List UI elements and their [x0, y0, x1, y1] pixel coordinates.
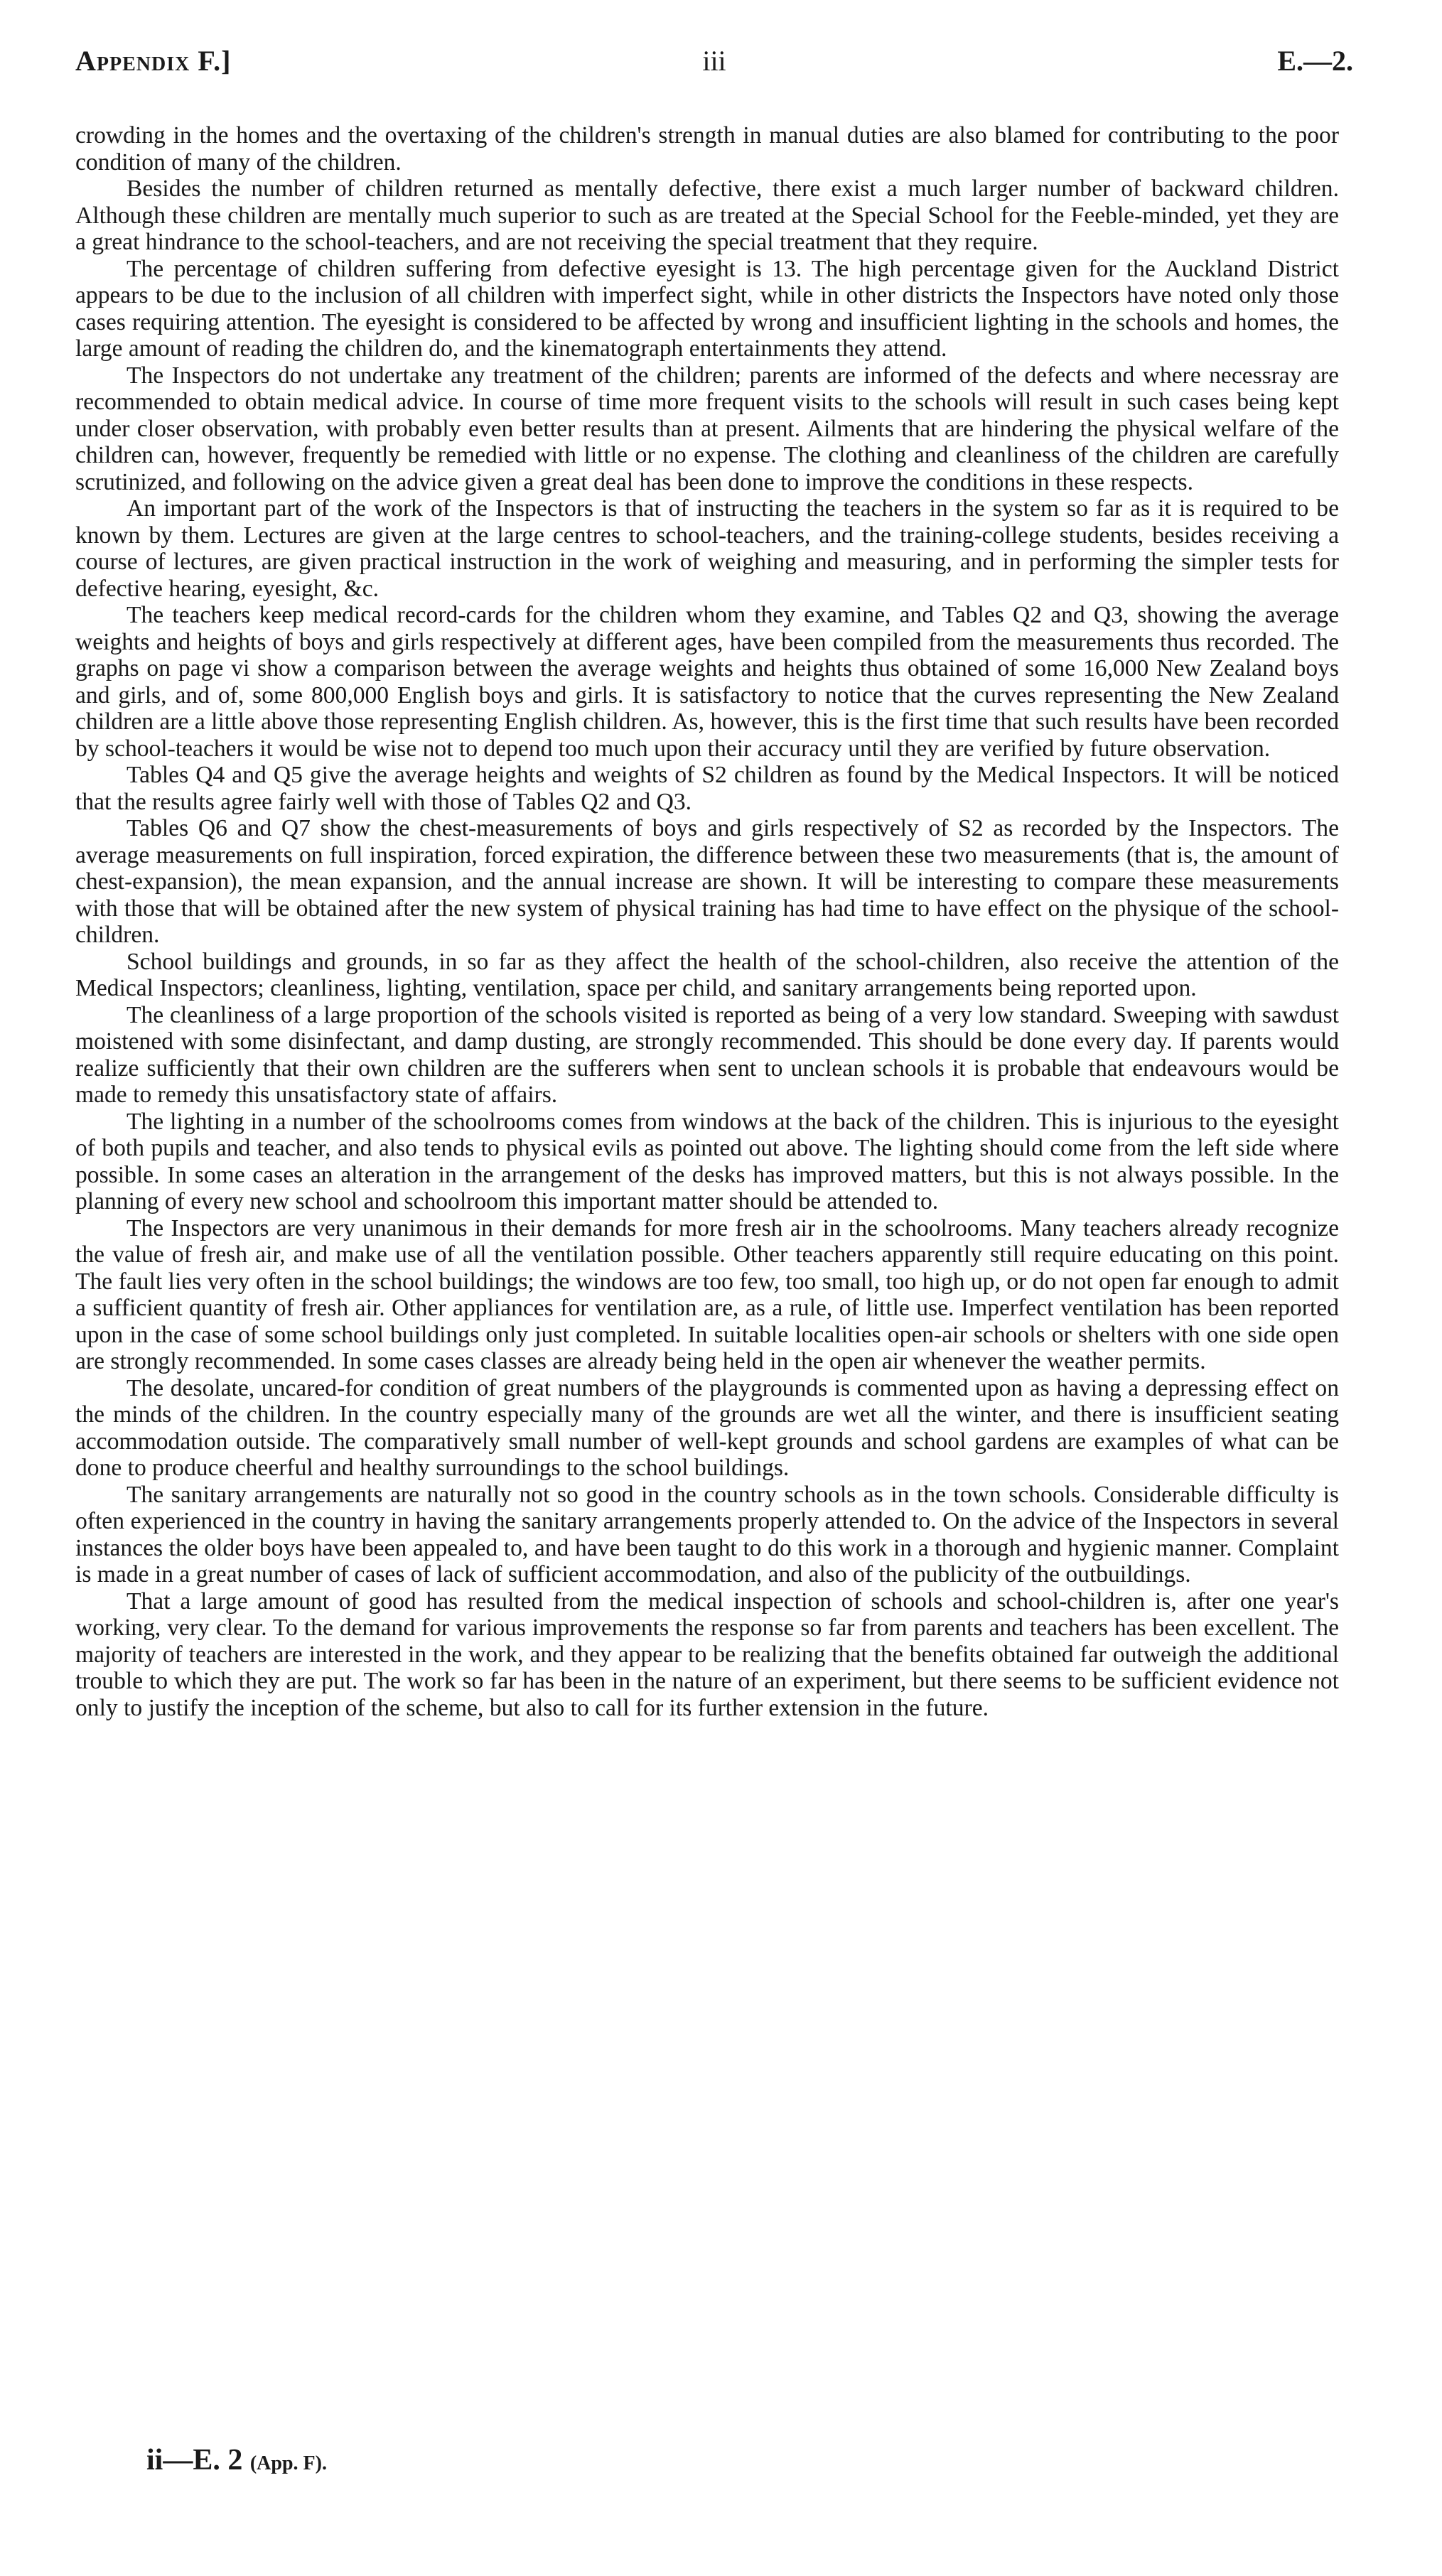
footer-signature: ii—E. 2	[146, 2444, 243, 2477]
paragraph: School buildings and grounds, in so far as they affect the health of the school-children, also receive the attention of the Medical Inspectors; cleanliness, lighting, ventilation, space per child, and sanitary arrangements being reported upon.	[75, 948, 1339, 1001]
page-footer	[146, 2443, 327, 2477]
paragraph: The Inspectors do not undertake any treatment of the children; parents are informed of the defects and where necessray are recommended to obtain medical advice. In course of time more frequent visits to the schools will result in such cases being kept under closer observation, with probably even better results than at present. Ailments that are hindering the physical welfare of the children can, however, frequently be remedied with little or no expense. The clothing and cleanliness of the children are carefully scrutinized, and following on the advice given a great deal has been done to improve the conditions in these respects.	[75, 362, 1339, 495]
paragraph: The Inspectors are very unanimous in their demands for more fresh air in the schoolrooms. Many teachers already recognize the value of fresh air, and make use of all the ventilation possible. Other teachers apparently still require educating on this point. The fault lies very often in the school buildings; the windows are too few, too small, too high up, or do not open far enough to admit a sufficient quantity of fresh air. Other appliances for ventilation are, as a rule, of little use. Imperfect ventilation has been reported upon in the case of some school buildings only just completed. In suitable localities open-air schools or shelters with one side open are strongly recommended. In some cases classes are already being held in the open air whenever the weather permits.	[75, 1214, 1339, 1374]
appendix-label: Appendix F.]	[75, 45, 232, 77]
paragraph: crowding in the homes and the overtaxing of the children's strength in manual duties are also blamed for contributing to the poor condition of many of the children.	[75, 122, 1339, 176]
document-code: E.—2.	[1277, 45, 1353, 77]
paragraph: The cleanliness of a large proportion of the schools visited is reported as being of a very low standard. Sweeping with sawdust moistened with some disinfectant, and damp dusting, are strongly recommended. This should be done every day. If parents would realize sufficiently that their own children are the sufferers when sent to unclean schools it is probable that endeavours would be made to remedy this unsatisfactory state of affairs.	[75, 1001, 1339, 1108]
paragraph: An important part of the work of the Inspectors is that of instructing the teachers in the system so far as it is required to be known by them. Lectures are given at the large centres to school-teachers, and the training-college students, besides receiving a course of lectures, are given practical instruction in the work of weighing and measuring, and in performing the simpler tests for defective hearing, eyesight, &c.	[75, 495, 1339, 602]
paragraph: The lighting in a number of the schoolrooms comes from windows at the back of the children. This is injurious to the eyesight of both pupils and teacher, and also tends to physical evils as pointed out above. The lighting should come from the left side where possible. In some cases an alteration in the arrangement of the desks has improved matters, but this is not always possible. In the planning of every new school and schoolroom this important matter should be attended to.	[75, 1108, 1339, 1214]
page-header	[75, 44, 1353, 87]
paragraph: The sanitary arrangements are naturally not so good in the country schools as in the town schools. Considerable difficulty is often experienced in the country in having the sanitary arrangements properly attended to. On the advice of the Inspectors in several instances the older boys have been appealed to, and have been taught to do this work in a thorough and hygienic manner. Complaint is made in a great number of cases of lack of sufficient accommodation, and also of the publicity of the outbuildings.	[75, 1481, 1339, 1588]
paragraph: The desolate, uncared-for condition of great numbers of the playgrounds is commented upon as having a depressing effect on the minds of the children. In the country especially many of the grounds are wet all the winter, and there is insufficient seating accommodation outside. The comparatively small number of well-kept grounds and school gardens are examples of what can be done to produce cheerful and healthy surroundings to the school buildings.	[75, 1374, 1339, 1481]
paragraph: The teachers keep medical record-cards for the children whom they examine, and Tables Q2 and Q3, showing the average weights and heights of boys and girls respectively at different ages, have been compiled from the measurements thus recorded. The graphs on page vi show a comparison between the average weights and heights thus obtained of some 16,000 New Zealand boys and girls, and of, some 800,000 English boys and girls. It is satisfactory to notice that the curves representing the New Zealand children are a little above those representing English children. As, however, this is the first time that such results have been recorded by school-teachers it would be wise not to depend too much upon their accuracy until they are verified by future observation.	[75, 602, 1339, 762]
paragraph: Tables Q4 and Q5 give the average heights and weights of S2 children as found by the Medical Inspectors. It will be noticed that the results agree fairly well with those of Tables Q2 and Q3.	[75, 762, 1339, 815]
page-number: iii	[702, 45, 726, 77]
body-text	[75, 122, 1339, 1721]
footer-appendix: (App. F).	[249, 2452, 327, 2474]
paragraph: The percentage of children suffering from defective eyesight is 13. The high percentage given for the Auckland District appears to be due to the inclusion of all children with imperfect sight, while in other districts the Inspectors have noted only those cases requiring attention. The eyesight is considered to be affected by wrong and insufficient lighting in the schools and homes, the large amount of reading the children do, and the kinematograph entertainments they attend.	[75, 255, 1339, 362]
paragraph: Tables Q6 and Q7 show the chest-measurements of boys and girls respectively of S2 as recorded by the Inspectors. The average measurements on full inspiration, forced expiration, the difference between these two measurements (that is, the amount of chest-expansion), the mean expansion, and the annual increase are shown. It will be interesting to compare these measurements with those that will be obtained after the new system of physical training has had time to have effect on the physique of the school-children.	[75, 815, 1339, 948]
paragraph: Besides the number of children returned as mentally defective, there exist a much larger number of backward children. Although these children are mentally much superior to such as are treated at the Special School for the Feeble-minded, yet they are a great hindrance to the school-teachers, and are not receiving the special treatment that they require.	[75, 176, 1339, 255]
paragraph: That a large amount of good has resulted from the medical inspection of schools and school-children is, after one year's working, very clear. To the demand for various improvements the response so far from parents and teachers has been excellent. The majority of teachers are interested in the work, and they appear to be realizing that the benefits obtained far outweigh the additional trouble to which they are put. The work so far has been in the nature of an experiment, but there seems to be sufficient evidence not only to justify the inception of the scheme, but also to call for its further extension in the future.	[75, 1588, 1339, 1721]
